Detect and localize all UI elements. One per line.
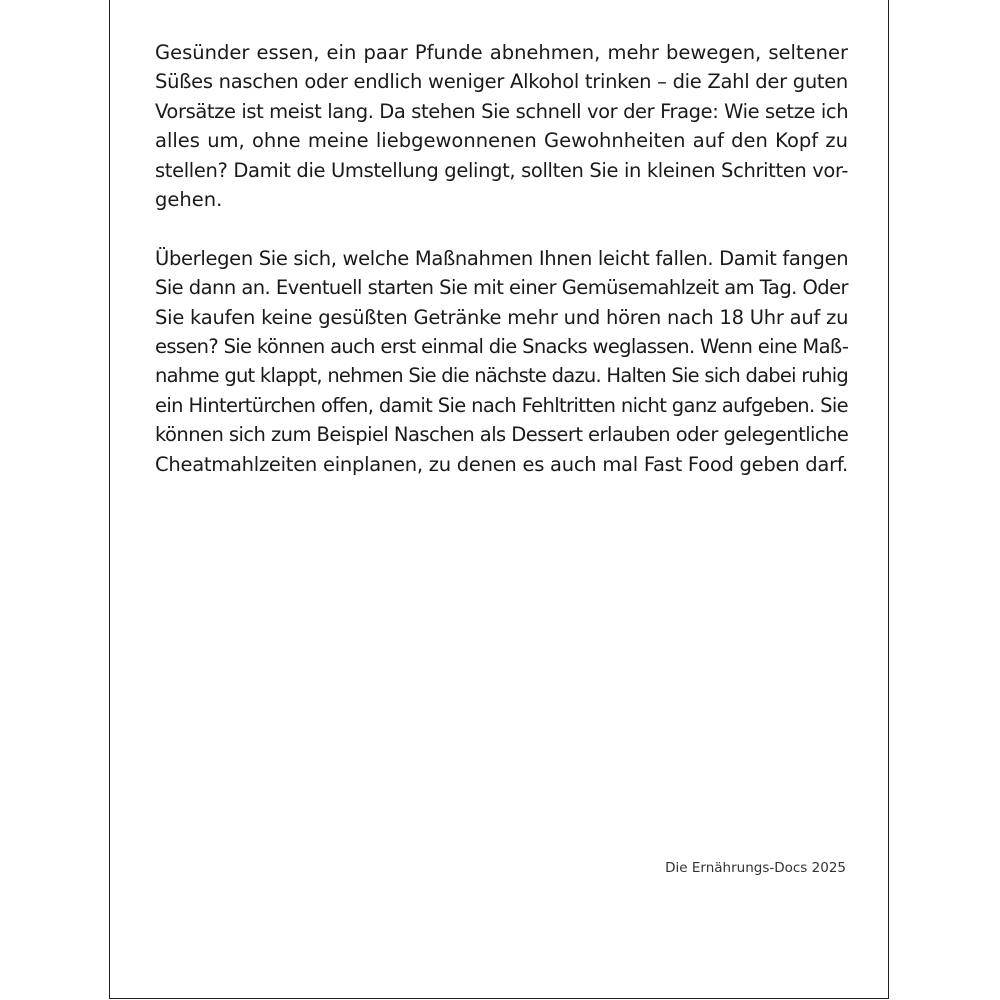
text-line: ein Hintertürchen offen, damit Sie nach Fehltritten nicht ganz aufgeben. Sie xyxy=(155,393,849,417)
text-line: Sie dann an. Eventuell starten Sie mit einer Gemüsemahlzeit am Tag. Oder xyxy=(155,276,848,300)
text-line: nahme gut klappt, nehmen Sie die nächste dazu. Halten Sie sich dabei ruhig xyxy=(155,364,848,388)
text-line: können sich zum Beispiel Naschen als Dessert erlauben oder gelegentliche xyxy=(155,423,849,447)
paragraph-1 xyxy=(155,38,848,214)
text-line: alles um, ohne meine liebgewonnenen Gewohnheiten auf den Kopf zu xyxy=(155,129,848,153)
text-line: Überlegen Sie sich, welche Maßnahmen Ihnen leicht fallen. Damit fangen xyxy=(155,246,849,270)
paragraph-spacer xyxy=(155,214,848,243)
text-line: stellen? Damit die Umstellung gelingt, sollten Sie in kleinen Schritten vor- xyxy=(155,158,849,182)
text-line: essen? Sie können auch erst einmal die Snacks weglassen. Wenn eine Maß- xyxy=(155,335,849,359)
text-line: Gesünder essen, ein paar Pfunde abnehmen, mehr bewegen, seltener xyxy=(155,41,848,64)
body-text xyxy=(155,38,848,479)
text-line: Cheatmahlzeiten einplanen, zu denen es auch mal Fast Food geben darf. xyxy=(155,452,848,476)
text-line: Vorsätze ist meist lang. Da stehen Sie schnell vor der Frage: Wie setze ich xyxy=(155,99,849,123)
footer-credit: Die Ernährungs-Docs 2025 xyxy=(665,860,846,876)
text-line: gehen. xyxy=(155,188,223,212)
text-line: Süßes naschen oder endlich weniger Alkohol trinken – die Zahl der guten xyxy=(155,70,848,94)
page xyxy=(109,0,889,999)
paragraph-2 xyxy=(155,244,848,479)
text-line: Sie kaufen keine gesüßten Getränke mehr und hören nach 18 Uhr auf zu xyxy=(155,305,849,329)
